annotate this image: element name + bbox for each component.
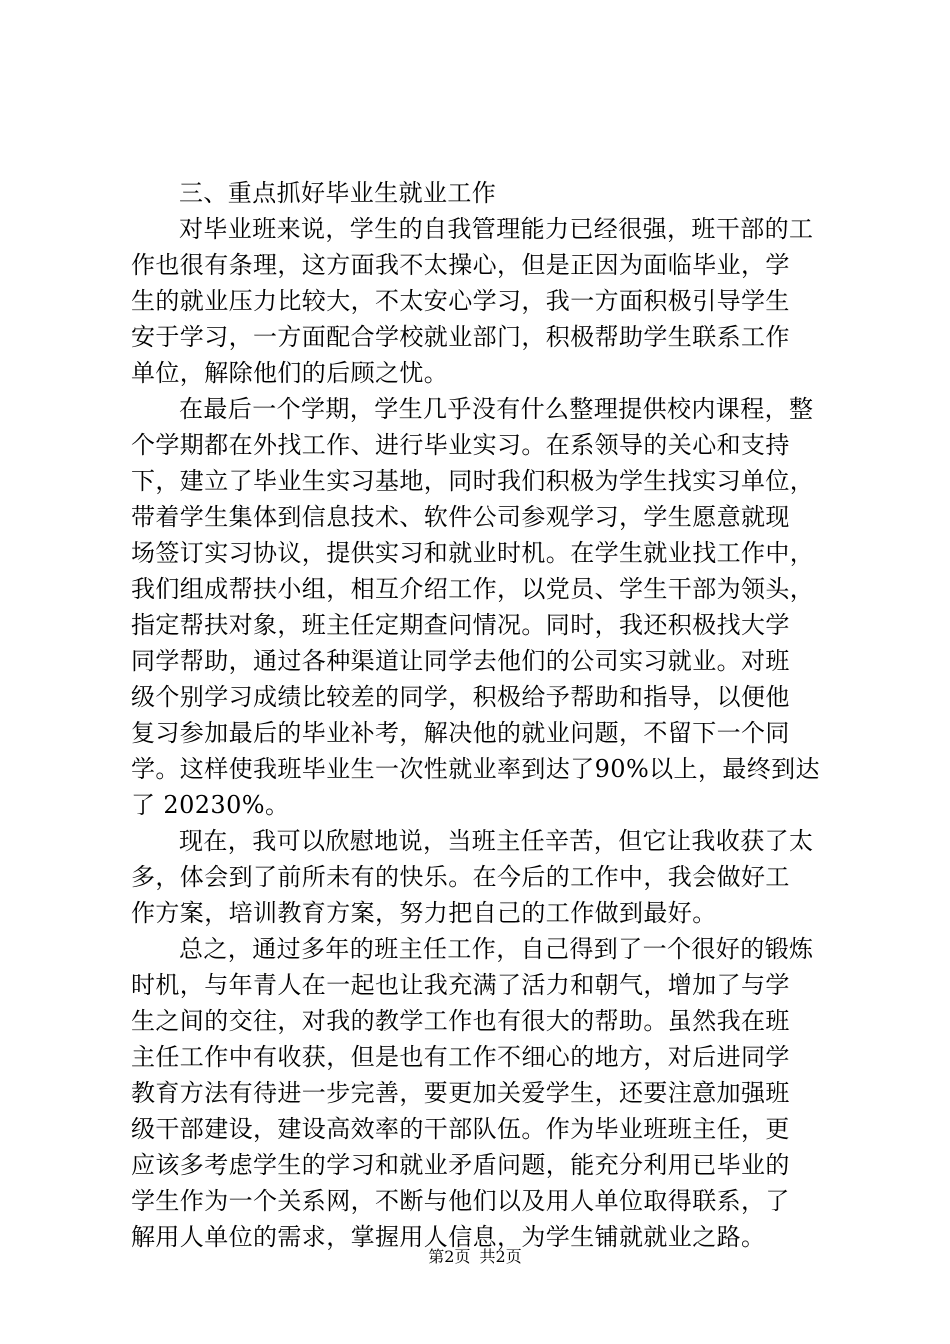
paragraph-line: 应该多考虑学生的学习和就业矛盾问题，能充分利用已毕业的 — [131, 1151, 790, 1179]
paragraph-line: 时机，与年青人在一起也让我充满了活力和朝气，增加了与学 — [131, 971, 790, 999]
paragraph-line: 生之间的交往，对我的教学工作也有很大的帮助。虽然我在班 — [131, 1007, 790, 1035]
paragraph-line: 级干部建设，建设高效率的干部队伍。作为毕业班班主任，更 — [131, 1115, 790, 1143]
paragraph-line: 对毕业班来说，学生的自我管理能力已经很强，班干部的工 — [179, 215, 814, 243]
paragraph-line: 学。这样使我班毕业生一次性就业率到达了90%以上，最终到达 — [131, 755, 820, 783]
paragraph-line: 教育方法有待进一步完善，要更加关爱学生，还要注意加强班 — [131, 1079, 790, 1107]
page-footer — [0, 1247, 950, 1267]
paragraph-line: 现在，我可以欣慰地说，当班主任辛苦，但它让我收获了太 — [179, 827, 814, 855]
paragraph-line: 作也很有条理，这方面我不太操心，但是正因为面临毕业，学 — [131, 251, 790, 279]
paragraph-line: 作方案，培训教育方案，努力把自己的工作做到最好。 — [131, 899, 717, 927]
paragraph-line: 总之，通过多年的班主任工作，自己得到了一个很好的锻炼 — [179, 935, 814, 963]
paragraph-line: 同学帮助，通过各种渠道让同学去他们的公司实习就业。对班 — [131, 647, 790, 675]
paragraph-line: 个学期都在外找工作、进行毕业实习。在系领导的关心和支持 — [131, 431, 790, 459]
document-body — [131, 175, 831, 1255]
paragraph-line: 学生作为一个关系网，不断与他们以及用人单位取得联系，了 — [131, 1187, 790, 1215]
paragraph-line: 多，体会到了前所未有的快乐。在今后的工作中，我会做好工 — [131, 863, 790, 891]
paragraph-line: 解用人单位的需求，掌握用人信息，为学生铺就就业之路。 — [131, 1223, 766, 1251]
paragraph-line: 了 20230%。 — [131, 791, 290, 819]
paragraph-line: 下，建立了毕业生实习基地，同时我们积极为学生找实习单位， — [131, 467, 815, 495]
paragraph-line: 单位，解除他们的后顾之忧。 — [131, 359, 449, 387]
paragraph-line: 指定帮扶对象，班主任定期查问情况。同时，我还积极找大学 — [131, 611, 790, 639]
paragraph-line: 主任工作中有收获，但是也有工作不细心的地方，对后进同学 — [131, 1043, 790, 1071]
paragraph-line: 复习参加最后的毕业补考，解决他的就业问题，不留下一个同 — [131, 719, 790, 747]
page-number: 第2页 — [428, 1247, 471, 1266]
paragraph-line: 在最后一个学期，学生几乎没有什么整理提供校内课程，整 — [179, 395, 814, 423]
paragraph-line: 生的就业压力比较大，不太安心学习，我一方面积极引导学生 — [131, 287, 790, 315]
paragraph-line: 带着学生集体到信息技术、软件公司参观学习，学生愿意就现 — [131, 503, 790, 531]
page-total: 共2页 — [479, 1247, 522, 1266]
paragraph-line: 安于学习，一方面配合学校就业部门，积极帮助学生联系工作 — [131, 323, 790, 351]
paragraph-line: 场签订实习协议，提供实习和就业时机。在学生就业找工作中， — [131, 539, 815, 567]
paragraph-line: 级个别学习成绩比较差的同学，积极给予帮助和指导，以便他 — [131, 683, 790, 711]
section-heading: 三、重点抓好毕业生就业工作 — [179, 179, 497, 207]
paragraph-line: 我们组成帮扶小组，相互介绍工作，以党员、学生干部为领头， — [131, 575, 815, 603]
